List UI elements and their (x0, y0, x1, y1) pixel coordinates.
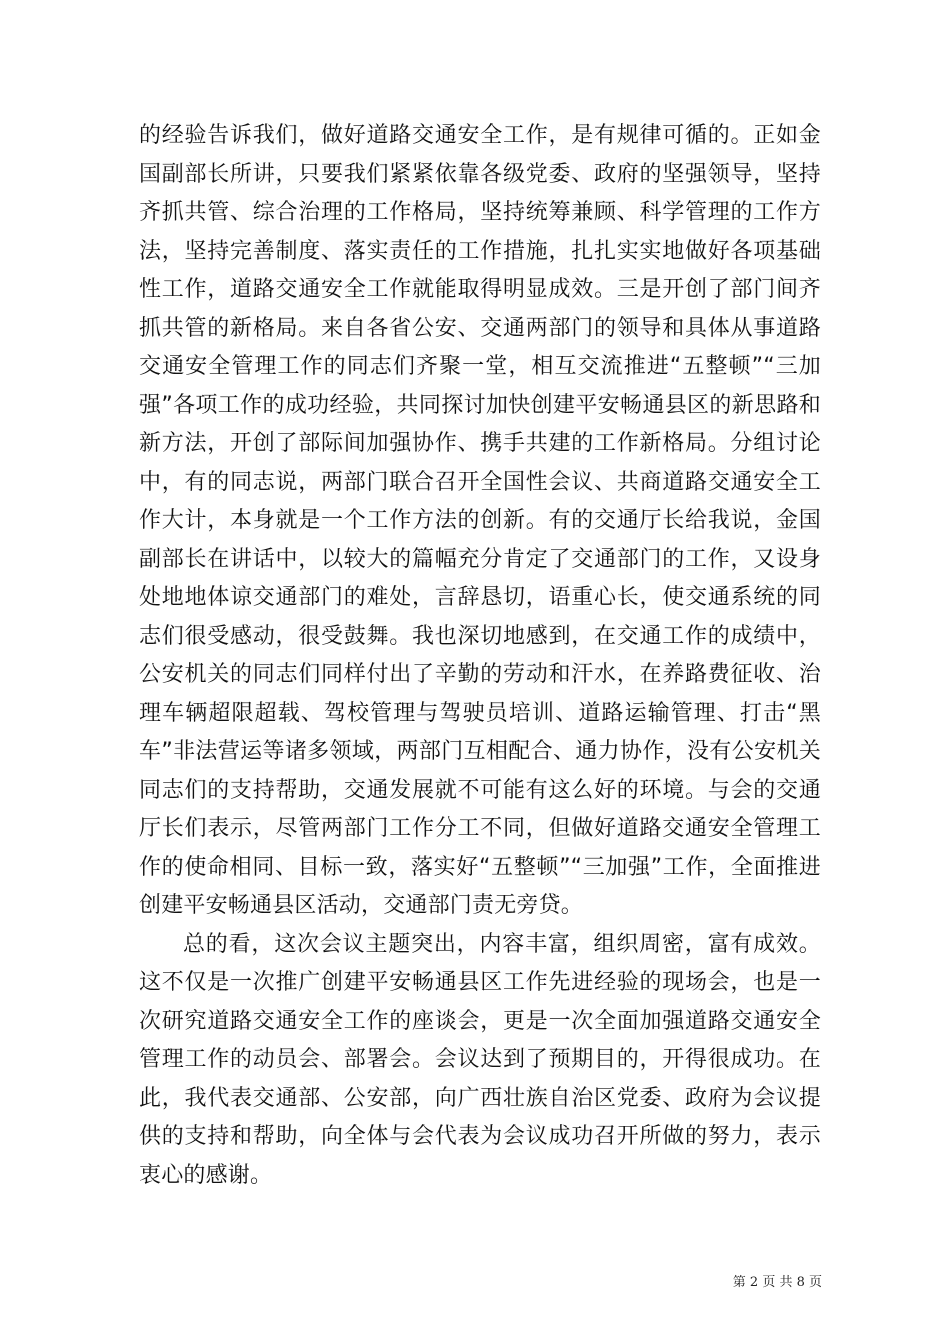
body-text (139, 117, 821, 1195)
page-number: 第 2 页 共 8 页 (732, 1275, 822, 1290)
paragraph: 总的看，这次会议主题突出，内容丰富，组织周密，富有成效。这不仅是一次推广创建平安畅通县区工作先进经验的现场会，也是一次研究道路交通安全工作的座谈会，更是一次全面加强道路交通安全管理工作的动员会、部署会。会议达到了预期目的，开得很成功。在此，我代表交通部、公安部，向广西壮族自治区党委、政府为会议提供的支持和帮助，向全体与会代表为会议成功召开所做的努力，表示衷心的感谢。 (139, 931, 821, 1188)
paragraph: 的经验告诉我们，做好道路交通安全工作，是有规律可循的。正如金国副部长所讲，只要我们紧紧依靠各级党委、政府的坚强领导，坚持齐抓共管、综合治理的工作格局，坚持统筹兼顾、科学管理的工作方法，坚持完善制度、落实责任的工作措施，扎扎实实地做好各项基础性工作，道路交通安全工作就能取得明显成效。三是开创了部门间齐抓共管的新格局。来自各省公安、交通两部门的领导和具体从事道路交通安全管理工作的同志们齐聚一堂，相互交流推进“五整顿”“三加强”各项工作的成功经验，共同探讨加快创建平安畅通县区的新思路和新方法，开创了部际间加强协作、携手共建的工作新格局。分组讨论中，有的同志说，两部门联合召开全国性会议、共商道路交通安全工作大计，本身就是一个工作方法的创新。有的交通厅长给我说，金国副部长在讲话中，以较大的篇幅充分肯定了交通部门的工作，又设身处地地体谅交通部门的难处，言辞恳切，语重心长，使交通系统的同志们很受感动，很受鼓舞。我也深切地感到，在交通工作的成绩中，公安机关的同志们同样付出了辛勤的劳动和汗水，在养路费征收、治理车辆超限超载、驾校管理与驾驶员培训、道路运输管理、打击“黑车”非法营运等诸多领域，两部门互相配合、通力协作，没有公安机关同志们的支持帮助，交通发展就不可能有这么好的环境。与会的交通厅长们表示，尽管两部门工作分工不同，但做好道路交通安全管理工作的使命相同、目标一致，落实好“五整顿”“三加强”工作，全面推进创建平安畅通县区活动，交通部门责无旁贷。 (139, 123, 821, 918)
